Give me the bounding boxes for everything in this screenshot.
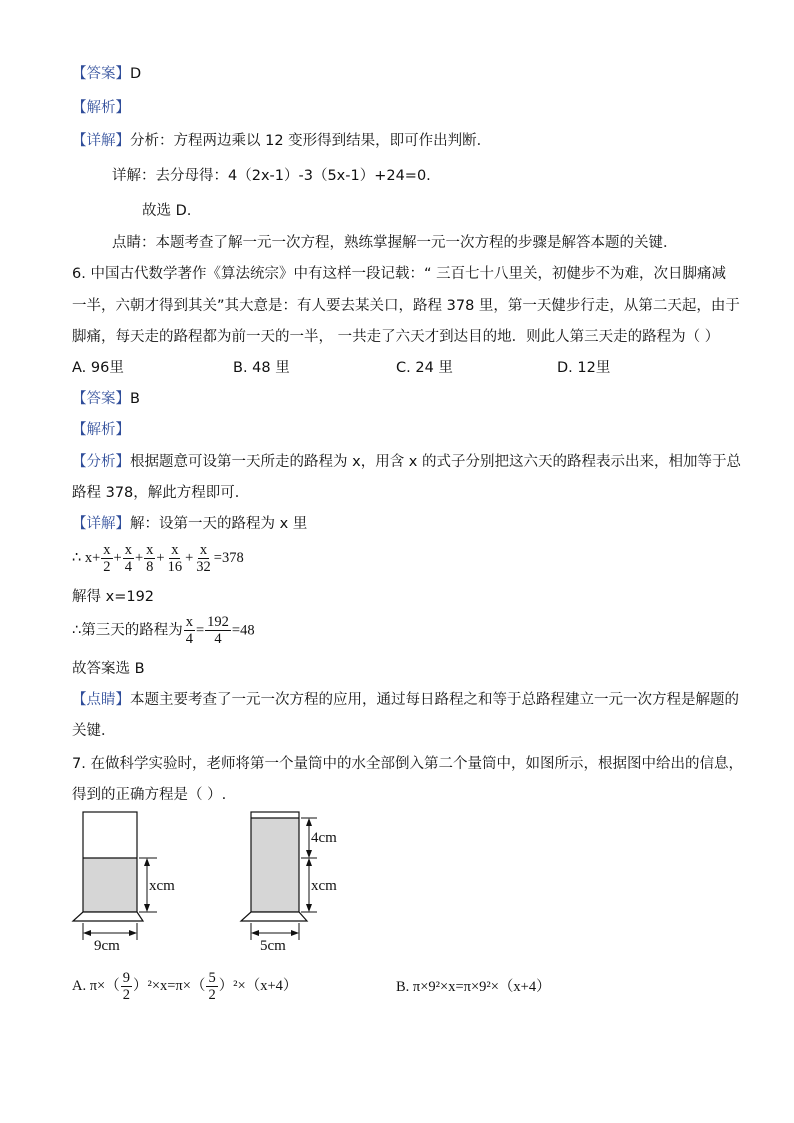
q6-option-d: D. 12里 (557, 360, 611, 376)
q6-stem-line-2: 一半，六朝才得到其关”其大意是：有人要去某关口，路程 378 里，第一天健步行走，从第二天起，由于 (72, 298, 740, 314)
q6-choose: 故答案选 B (72, 661, 145, 677)
comment-tag: 【点睛】 (72, 692, 130, 708)
fraction: $\frac{5}{2}$ (208, 970, 216, 1003)
fraction: $\frac{x}{8}$ (146, 542, 154, 575)
answer-tag: 【答案】 (72, 66, 130, 82)
answer-value: B (130, 391, 140, 407)
fraction: $\frac{x}{4}$ (124, 542, 132, 575)
q6-sum-equation: ∴ x+ $\frac{x}{2}$ + $\frac{x}{4}$ + $\frac{x}{8}$ + $\frac{x}{16}$ + $\frac{x}{32}$ =378 (72, 542, 244, 575)
fraction: $\frac{x}{32}$ (196, 542, 211, 575)
q6-stem-line-3: 脚痛，每天走的路程都为前一天的一半， 一共走了六天才到达目的地．则此人第三天走的路程为（ ） (72, 329, 720, 345)
third-result: =48 (231, 622, 255, 639)
q5-detail-line (72, 131, 491, 151)
detail-text: 解：设第一天的路程为 x 里 (130, 516, 308, 532)
eq-prefix: ∴ x+ (72, 549, 101, 566)
q6-option-b: B. 48 里 (233, 360, 290, 376)
q6-solve: 解得 x=192 (72, 589, 155, 605)
left-cylinder (73, 812, 175, 954)
q6-stem-line-1: 6. 中国古代数学著作《算法统宗》中有这样一段记载：“ 三百七十八里关，初健步不为难，次日脚痛减 (72, 266, 727, 282)
right-height-label: xcm (311, 878, 337, 894)
fraction: $\frac{9}{2}$ (122, 970, 130, 1003)
q6-option-c: C. 24 里 (396, 360, 453, 376)
answer-value: D (130, 66, 142, 82)
fraction: $\frac{x}{2}$ (103, 542, 111, 575)
left-width-label: 9cm (94, 938, 120, 954)
eq-result: =378 (213, 549, 244, 566)
right-width-label: 5cm (260, 938, 286, 954)
q7-option-a: A. π×（ $\frac{9}{2}$ ）²×x=π×（ $\frac{5}{2}$ ）²×（x+4） (72, 970, 298, 1003)
q6-comment-line-1 (72, 690, 739, 710)
detail-text: 分析：方程两边乘以 12 变形得到结果，即可作出判断． (130, 133, 492, 149)
q5-answer-line (72, 64, 141, 84)
left-height-label: xcm (149, 878, 175, 894)
q5-choose: 故选 D. (142, 203, 192, 219)
fenxi-text: 根据题意可设第一天所走的路程为 x，用含 x 的式子分别把这六天的路程表示出来，相加等于总 (130, 454, 741, 470)
q7-option-b: B. π×9²×x=π×9²×（x+4） (396, 979, 551, 995)
q5-detail-equation: 详解：去分母得：4（2x-1）-3（5x-1）+24=0. (112, 168, 431, 184)
right-base (241, 912, 307, 921)
left-base (73, 912, 143, 921)
right-top-label: 4cm (311, 830, 337, 846)
q6-fenxi-line-1 (72, 452, 741, 472)
right-cylinder (241, 812, 337, 954)
q6-third-day: ∴第三天的路程为 $\frac{x}{4}$ = $\frac{192}{4}$ =48 (72, 614, 255, 647)
detail-tag: 【详解】 (72, 516, 130, 532)
q6-detail-line (72, 514, 307, 534)
answer-tag: 【答案】 (72, 391, 130, 407)
analysis-tag: 【解析】 (72, 422, 130, 438)
right-water (251, 818, 299, 912)
q6-comment-line-2: 关键． (72, 723, 116, 739)
q7-stem-line-1: 7. 在做科学实验时，老师将第一个量筒中的水全部倒入第二个量筒中，如图所示，根据图中给出的信息， (72, 756, 743, 772)
q5-comment: 点睛：本题考查了解一元一次方程，熟练掌握解一元一次方程的步骤是解答本题的关键． (112, 235, 678, 251)
third-prefix: ∴第三天的路程为 (72, 622, 183, 639)
fraction: $\frac{x}{16}$ (167, 542, 183, 575)
fenxi-tag: 【分析】 (72, 454, 130, 470)
analysis-tag: 【解析】 (72, 100, 130, 116)
cylinders-figure (65, 810, 385, 960)
q6-option-a: A. 96里 (72, 360, 124, 376)
q6-answer-line (72, 389, 140, 409)
q7-stem-line-2: 得到的正确方程是（ ）. (72, 787, 227, 803)
fraction: $\frac{x}{4}$ (185, 614, 193, 647)
left-water (83, 858, 137, 912)
comment-text: 本题主要考查了一元一次方程的应用，通过每日路程之和等于总路程建立一元一次方程是解题的 (130, 692, 739, 708)
q6-fenxi-line-2: 路程 378，解此方程即可． (72, 485, 250, 501)
detail-tag: 【详解】 (72, 133, 130, 149)
fraction: $\frac{192}{4}$ (207, 614, 229, 647)
